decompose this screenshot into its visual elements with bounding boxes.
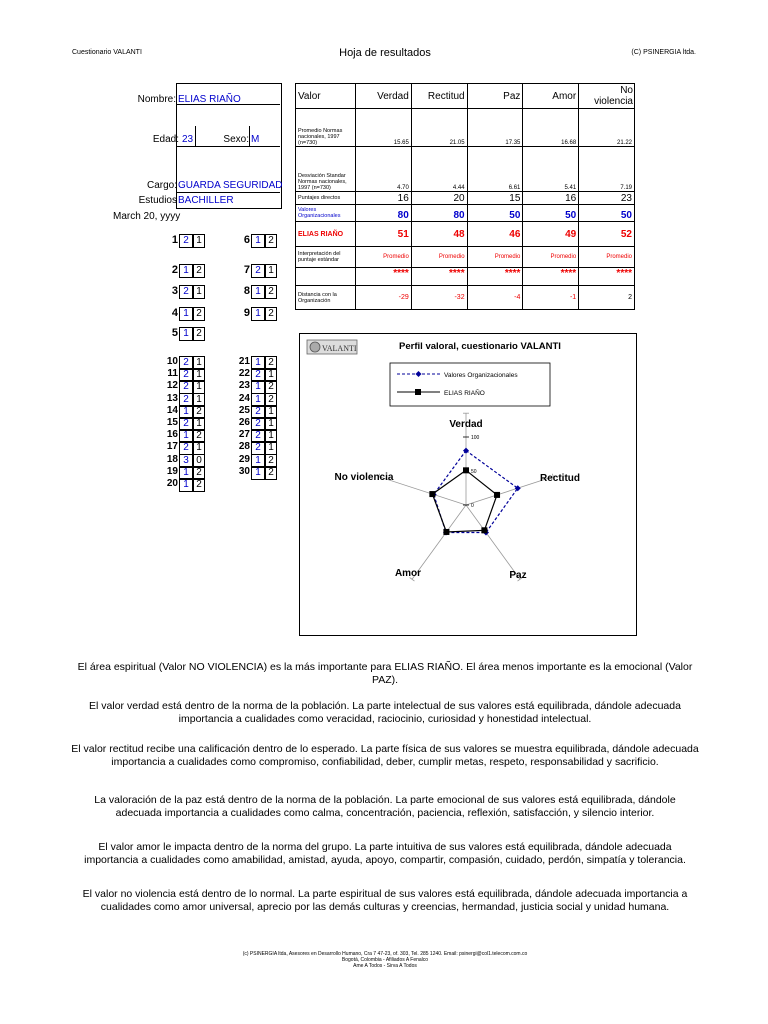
answer-a: 1 [179,466,193,480]
answer-a: 1 [179,264,193,278]
column-header: Verdad [356,84,412,109]
question-number: 12 [166,380,178,392]
table-cell: 80 [356,205,412,222]
answer-a: 3 [179,454,193,468]
question-number: 30 [238,465,250,477]
table-row [296,268,635,286]
answer-a: 2 [179,285,193,299]
question-number: 8 [243,285,250,297]
table-cell: Promedio [467,247,523,268]
series-point-person [494,492,500,498]
question-number: 6 [243,234,250,246]
table-cell: 50 [523,205,579,222]
answer-a: 1 [179,405,193,419]
question-number: 24 [238,392,250,404]
table-cell: Promedio [579,247,635,268]
axis-label: Paz [509,570,527,581]
answer-a: 1 [251,356,265,370]
paragraph: El valor no violencia está dentro de lo normal. La parte espiritual de sus valores está equilibrada, dándole adecuada importancia a cualidades como amor universal, aprecio por las demás culturas y creencias, hermandad, justicia social y unidad humana. [82,888,688,913]
answer-b: 1 [265,405,277,419]
table-cell: 7.19 [579,147,635,192]
question-number: 29 [238,453,250,465]
question-number: 25 [238,404,250,416]
table-cell: 17.35 [467,109,523,147]
row-label: Valores Organizacionales [296,205,356,222]
table-cell: -1 [523,286,579,310]
answer-b: 1 [193,356,205,370]
table-row [296,109,635,147]
legend-label: ELIAS RIAÑO [444,390,485,397]
sexo-value: M [251,134,260,145]
table-cell: 6.61 [467,147,523,192]
table-cell: -4 [467,286,523,310]
table-cell: 51 [356,222,412,247]
logo-text: VALANTI [322,344,357,353]
table-cell: 20 [411,192,467,205]
question-number: 5 [171,327,178,339]
results-table [295,83,635,310]
footer-line: Bogotá, Colombia - Afiliados A Fenalco [341,957,429,963]
nombre-label: Nombre: [137,94,176,105]
series-point-person [481,527,487,533]
question-number: 23 [238,380,250,392]
paragraph: El valor rectitud recibe una calificación dentro de lo esperado. La parte física de sus valores se muestra equilibrada, dándole adecuada importancia a cualidades como compromiso, confiabilidad, deber, cumplir metas, respeto, responsabilidad y sacrificio. [71,743,699,768]
table-cell: Promedio [411,247,467,268]
column-header: Paz [467,84,523,109]
question-number: 26 [238,417,250,428]
table-cell: 50 [467,205,523,222]
table-cell: 21.22 [579,109,635,147]
answer-b: 2 [193,264,205,278]
answer-b: 1 [193,441,205,455]
axis-label: No violencia [334,472,394,483]
answer-a: 1 [179,429,193,443]
edad-value: 23 [182,134,194,145]
answer-b: 1 [193,393,205,407]
answer-b: 1 [193,285,205,299]
table-cell: **** [579,268,635,286]
question-number: 13 [166,392,178,404]
question-number: 16 [166,429,178,441]
table-cell: 16 [356,192,412,205]
estudios-value: BACHILLER [178,195,234,206]
answer-b: 2 [265,454,277,468]
date-label: March 20, yyyy [113,211,181,222]
nombre-value: ELIAS RIAÑO [178,94,241,105]
table-cell: 46 [467,222,523,247]
answer-b: 1 [193,368,205,382]
answer-b: 2 [265,307,277,321]
question-number: 2 [171,264,178,276]
answer-a: 1 [251,285,265,299]
row-label: Distancia con la Organización [296,286,356,310]
question-number: 18 [166,453,178,465]
table-cell: 52 [579,222,635,247]
answer-b: 1 [265,264,277,278]
answer-a: 2 [179,356,193,370]
answer-a: 2 [179,368,193,382]
cargo-label: Cargo: [146,180,177,191]
question-number: 28 [238,441,250,453]
axis-label: Rectitud [540,473,580,484]
chart-legend [390,363,550,406]
question-number: 22 [238,368,250,380]
question-number: 1 [171,234,178,246]
table-cell: 5.41 [523,147,579,192]
question-number: 21 [238,356,250,367]
info-divider [195,126,196,146]
answer-a: 1 [251,307,265,321]
table-row [296,192,635,205]
paragraph: El valor amor le impacta dentro de la norma del grupo. La parte intuitiva de sus valores está equilibrada, dándole adecuada importancia a cualidades como amabilidad, amistad, ayuda, apoyo, compartir, compasión, cuidado, perdón, simpatía y tolerancia. [84,841,686,866]
table-cell: **** [523,268,579,286]
legend-label: Valores Organizacionales [444,372,518,379]
answer-a: 2 [179,393,193,407]
table-cell: -29 [356,286,412,310]
radar-plot [335,413,580,581]
answer-a: 1 [179,307,193,321]
table-cell: 15 [467,192,523,205]
question-number: 27 [238,429,250,441]
answer-a: 1 [251,234,265,248]
series-point-person [463,467,469,473]
valanti-logo [307,340,357,354]
cargo-value: GUARDA SEGURIDAD [178,180,283,191]
footer-line: Ame A Todos - Sirva A Todos [353,963,417,969]
answer-b: 1 [265,417,277,431]
question-number: 15 [166,417,178,428]
table-cell: 2 [579,286,635,310]
answer-b: 2 [265,234,277,248]
table-row [296,147,635,192]
table-cell: 16 [523,192,579,205]
axis-label: Amor [394,568,422,579]
radar-chart [300,334,636,635]
radar-tick-label: 100 [471,435,480,441]
table-cell: 50 [579,205,635,222]
column-header: Rectitud [411,84,467,109]
answer-b: 2 [265,285,277,299]
answer-b: 2 [265,356,277,370]
table-cell: 48 [411,222,467,247]
table-cell: 80 [411,205,467,222]
answer-a: 2 [179,234,193,248]
question-number: 10 [166,356,178,367]
table-cell: 15.65 [356,109,412,147]
table-cell: 4.44 [411,147,467,192]
table-row [296,205,635,222]
header-right: (C) PSINERGIA ltda. [631,49,696,56]
question-number: 20 [166,478,178,489]
answer-a: 2 [251,405,265,419]
answer-a: 1 [251,393,265,407]
table-cell: 4.70 [356,147,412,192]
table-cell: **** [467,268,523,286]
answer-b: 1 [265,368,277,382]
answer-a: 1 [179,478,193,492]
header-left: Cuestionario VALANTI [72,49,142,56]
paragraph: La valoración de la paz está dentro de la norma de la población. La parte emocional de sus valores está equilibrada, dándole adecuada importancia a cualidades como calma, concentración, paciencia, reflexión, satisfacción, y silencio interior. [94,794,676,819]
table-cell: 16.68 [523,109,579,147]
table-row [296,286,635,310]
table-cell: Promedio [523,247,579,268]
row-label: Interpretación del puntaje estándar [296,247,356,268]
answer-b: 1 [193,380,205,394]
question-number: 14 [166,404,178,416]
table-cell: **** [356,268,412,286]
table-row [296,247,635,268]
paragraph: El área espiritual (Valor NO VIOLENCIA) es la más importante para ELIAS RIAÑO. El área menos importante es la emocional (Valor PAZ). [77,661,693,686]
chart-frame [299,333,637,636]
answer-b: 2 [193,327,205,341]
edad-label: Edad: [152,134,179,145]
question-number: 9 [243,307,250,319]
answer-a: 2 [251,441,265,455]
answer-b: 2 [193,405,205,419]
table-row [296,222,635,247]
radar-axis [466,505,520,579]
row-label: Desviación Standar Normas nacionales, 1997 (n=730) [296,147,356,192]
table-cell: 21.05 [411,109,467,147]
table-cell: 23 [579,192,635,205]
answer-a: 1 [251,454,265,468]
series-point-person [443,529,449,535]
answer-a: 1 [251,466,265,480]
table-cell: Promedio [356,247,412,268]
answer-a: 2 [251,429,265,443]
question-number: 11 [167,368,178,380]
page-title: Hoja de resultados [339,47,431,59]
answer-b: 1 [265,441,277,455]
answer-b: 1 [265,429,277,443]
answer-b: 2 [265,380,277,394]
answer-a: 1 [179,327,193,341]
answer-b: 0 [193,454,205,468]
paragraph: El valor verdad está dentro de la norma de la población. La parte intelectual de sus valores está equilibrada, dándole adecuada importancia a cualidades como veracidad, raciocinio, curiosidad y honestidad intelectual. [89,700,681,725]
column-header: Amor [523,84,579,109]
answer-b: 2 [193,429,205,443]
answer-a: 2 [251,417,265,431]
row-label: ELIAS RIAÑO [296,222,356,247]
answer-a: 2 [251,264,265,278]
series-point-person [429,491,435,497]
column-header: No violencia [579,84,635,109]
answer-a: 2 [179,380,193,394]
legend-marker-person [415,389,421,395]
question-number: 19 [166,465,178,477]
answer-b: 2 [193,307,205,321]
answer-b: 2 [193,478,205,492]
table-head-label: Valor [296,84,356,109]
answer-b: 2 [265,393,277,407]
chart-title: Perfil valoral, cuestionario VALANTI [399,341,561,352]
answer-b: 1 [193,417,205,431]
table-header-row [296,84,635,109]
answer-b: 1 [193,234,205,248]
axis-label: Verdad [449,419,483,430]
answer-a: 1 [251,380,265,394]
row-label [296,268,356,286]
answer-a: 2 [179,417,193,431]
answer-b: 2 [193,466,205,480]
table-cell: 49 [523,222,579,247]
series-line-1 [432,470,497,532]
info-divider [177,146,280,147]
question-number: 17 [166,441,178,453]
info-divider [177,192,280,193]
question-number: 7 [243,264,250,276]
question-number: 4 [171,307,178,319]
table-cell: -32 [411,286,467,310]
footer-line: (c) PSINERGIA ltda, Asesores en Desarrollo Humano, Cra 7 47-23, of. 303, Tel. 285 1240. Email: psinergi@col1.telecom.com.co [242,951,528,957]
sexo-label: Sexo: [223,134,249,145]
answer-a: 2 [179,441,193,455]
radar-tick-label: 50 [471,469,477,475]
answer-a: 2 [251,368,265,382]
answer-b: 2 [265,466,277,480]
estudios-label: Estudios [138,195,177,206]
row-label: Puntajes directos [296,192,356,205]
info-divider [249,126,250,146]
table-cell: **** [411,268,467,286]
question-number: 3 [171,285,178,297]
row-label: Promedio Normas nacionales, 1997 (n=730) [296,109,356,147]
series-line-0 [434,451,518,533]
radar-tick-label: 0 [471,503,474,509]
